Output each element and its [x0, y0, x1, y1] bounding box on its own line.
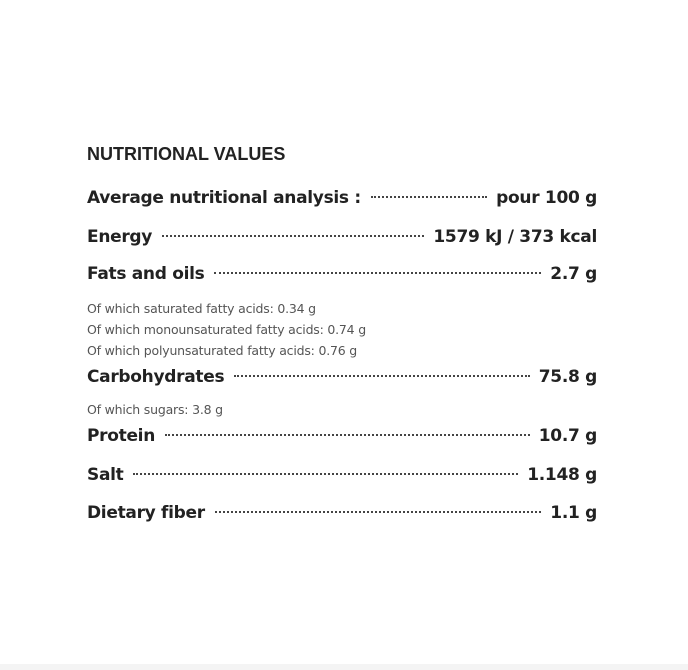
fat-detail-saturated: Of which saturated fatty acids: 0.34 g [87, 301, 316, 316]
row-label: Protein [87, 426, 156, 446]
dotted-leader [133, 473, 518, 475]
row-dietary-fiber [87, 501, 597, 525]
row-carbohydrates [87, 365, 597, 389]
fat-detail-monounsaturated: Of which monounsaturated fatty acids: 0.74 g [87, 322, 366, 337]
row-label: Carbohydrates [87, 367, 225, 387]
dotted-leader [214, 272, 541, 274]
row-fats [87, 262, 597, 286]
dotted-leader [162, 235, 424, 237]
row-label: Average nutritional analysis : [87, 188, 361, 208]
carb-detail-sugars: Of which sugars: 3.8 g [87, 402, 223, 417]
row-value: 1.1 g [550, 503, 597, 523]
nutrition-title: NUTRITIONAL VALUES [87, 144, 286, 164]
row-value: 2.7 g [550, 264, 597, 284]
row-protein [87, 424, 597, 448]
row-value: 1.148 g [527, 465, 597, 485]
dotted-leader [215, 511, 541, 513]
bottom-band [0, 664, 688, 670]
row-label: Salt [87, 465, 124, 485]
row-energy [87, 225, 597, 249]
row-label: Fats and oils [87, 264, 205, 284]
row-value: 1579 kJ / 373 kcal [433, 227, 597, 247]
row-label: Energy [87, 227, 153, 247]
fat-detail-polyunsaturated: Of which polyunsaturated fatty acids: 0.76 g [87, 343, 358, 358]
row-salt [87, 463, 597, 487]
nutrition-panel [87, 143, 597, 523]
row-value: 10.7 g [538, 426, 597, 446]
dotted-leader [371, 196, 487, 198]
row-value: pour 100 g [496, 188, 597, 208]
row-label: Dietary fiber [87, 503, 205, 523]
dotted-leader [234, 375, 530, 377]
row-average-analysis [87, 186, 597, 210]
dotted-leader [165, 434, 530, 436]
row-value: 75.8 g [538, 367, 597, 387]
